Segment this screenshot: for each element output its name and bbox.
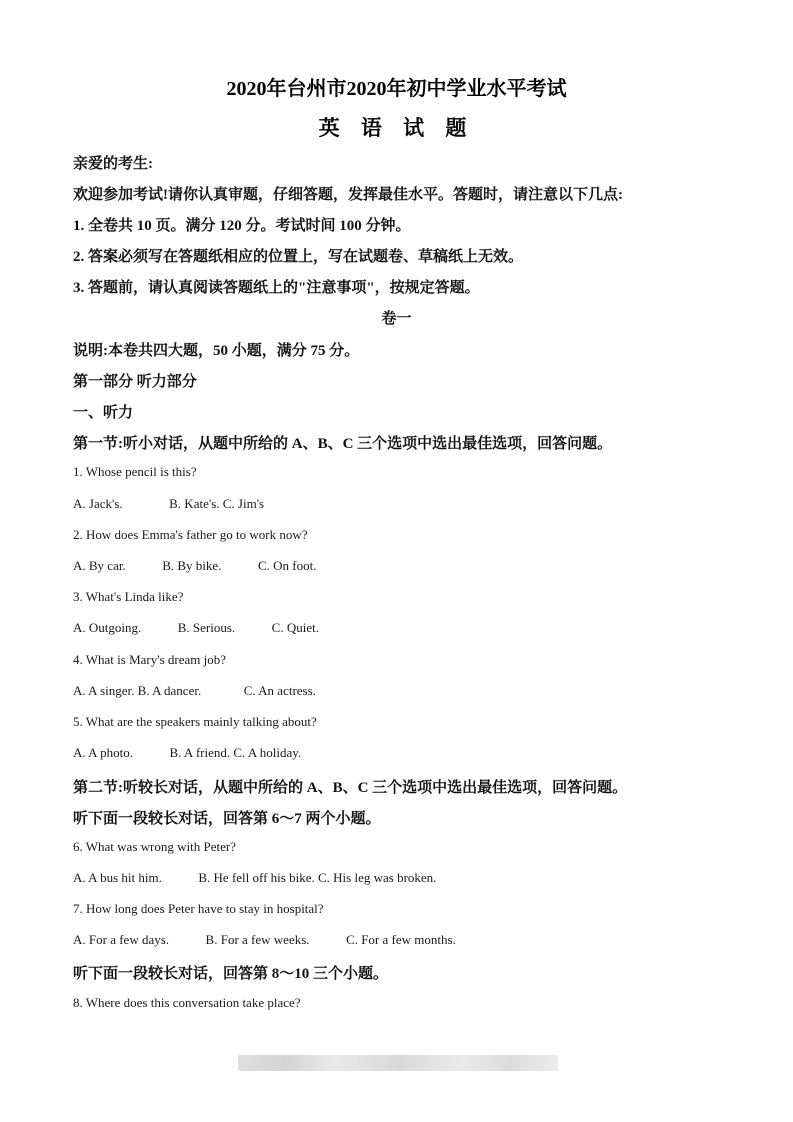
option-a: A. A photo. [73, 745, 133, 760]
listen-instruction-8-10: 听下面一段较长对话，回答第 8～10 三个小题。 [73, 966, 389, 982]
explanation: 说明:本卷共四大题，50 小题，满分 75 分。 [73, 343, 360, 359]
option-a: A. Jack's. [73, 496, 123, 511]
exam-title: 2020年台州市2020年初中学业水平考试 [226, 78, 567, 100]
option-b: B. For a few weeks. [205, 932, 310, 947]
option-a: A. Outgoing. [73, 620, 142, 635]
question-1: 1. Whose pencil is this? [73, 464, 197, 479]
exam-subtitle: 英 语 试 题 [318, 116, 475, 140]
question-4: 4. What is Mary's dream job? [73, 652, 227, 667]
options-7 [73, 932, 456, 948]
section-1-heading: 第一节:听小对话，从题中所给的 A、B、C 三个选项中选出最佳选项，回答问题。 [73, 436, 613, 452]
options-5 [73, 745, 301, 761]
question-2: 2. How does Emma's father go to work now? [73, 527, 308, 542]
question-8: 8. Where does this conversation take place? [73, 995, 301, 1010]
blurred-footer [238, 1055, 558, 1071]
question-7: 7. How long does Peter have to stay in hospital? [73, 901, 324, 916]
options-4 [73, 683, 316, 699]
option-c: C. Quiet. [271, 620, 319, 635]
section-2-heading: 第二节:听较长对话，从题中所给的 A、B、C 三个选项中选出最佳选项，回答问题。 [73, 780, 628, 796]
option-b: B. Kate's. [169, 496, 220, 511]
option-a: A. A singer. [73, 683, 135, 698]
intro: 欢迎参加考试!请你认真审题，仔细答题，发挥最佳水平。答题时，请注意以下几点: [73, 187, 623, 203]
options-1 [73, 496, 264, 512]
option-c: C. On foot. [257, 558, 317, 573]
option-b: B. A friend. [169, 745, 231, 760]
option-a: A. For a few days. [73, 932, 170, 947]
options-2 [73, 558, 316, 574]
option-c: C. An actress. [243, 683, 316, 698]
option-c: C. A holiday. [233, 745, 302, 760]
option-c: C. His leg was broken. [318, 870, 437, 885]
option-a: A. By car. [73, 558, 126, 573]
options-3 [73, 620, 319, 636]
option-c: C. For a few months. [346, 932, 456, 947]
question-5: 5. What are the speakers mainly talking about? [73, 714, 317, 729]
listen-instruction-6-7: 听下面一段较长对话，回答第 6～7 两个小题。 [73, 811, 381, 827]
greeting: 亲爱的考生: [73, 156, 153, 172]
volume-heading: 卷一 [381, 311, 412, 327]
option-b: B. He fell off his bike. [198, 870, 315, 885]
question-3: 3. What's Linda like? [73, 589, 184, 604]
question-6: 6. What was wrong with Peter? [73, 839, 236, 854]
option-b: B. By bike. [162, 558, 222, 573]
section-title: 一、听力 [73, 405, 134, 421]
note-1: 1. 全卷共 10 页。满分 120 分。考试时间 100 分钟。 [73, 218, 411, 234]
option-b: B. A dancer. [137, 683, 202, 698]
part-heading: 第一部分 听力部分 [73, 374, 197, 390]
note-2: 2. 答案必须写在答题纸相应的位置上，写在试题卷、草稿纸上无效。 [73, 249, 524, 265]
option-c: C. Jim's [222, 496, 265, 511]
option-a: A. A bus hit him. [73, 870, 162, 885]
options-6 [73, 870, 436, 886]
note-3: 3. 答题前，请认真阅读答题纸上的"注意事项"，按规定答题。 [73, 280, 480, 296]
option-b: B. Serious. [177, 620, 236, 635]
